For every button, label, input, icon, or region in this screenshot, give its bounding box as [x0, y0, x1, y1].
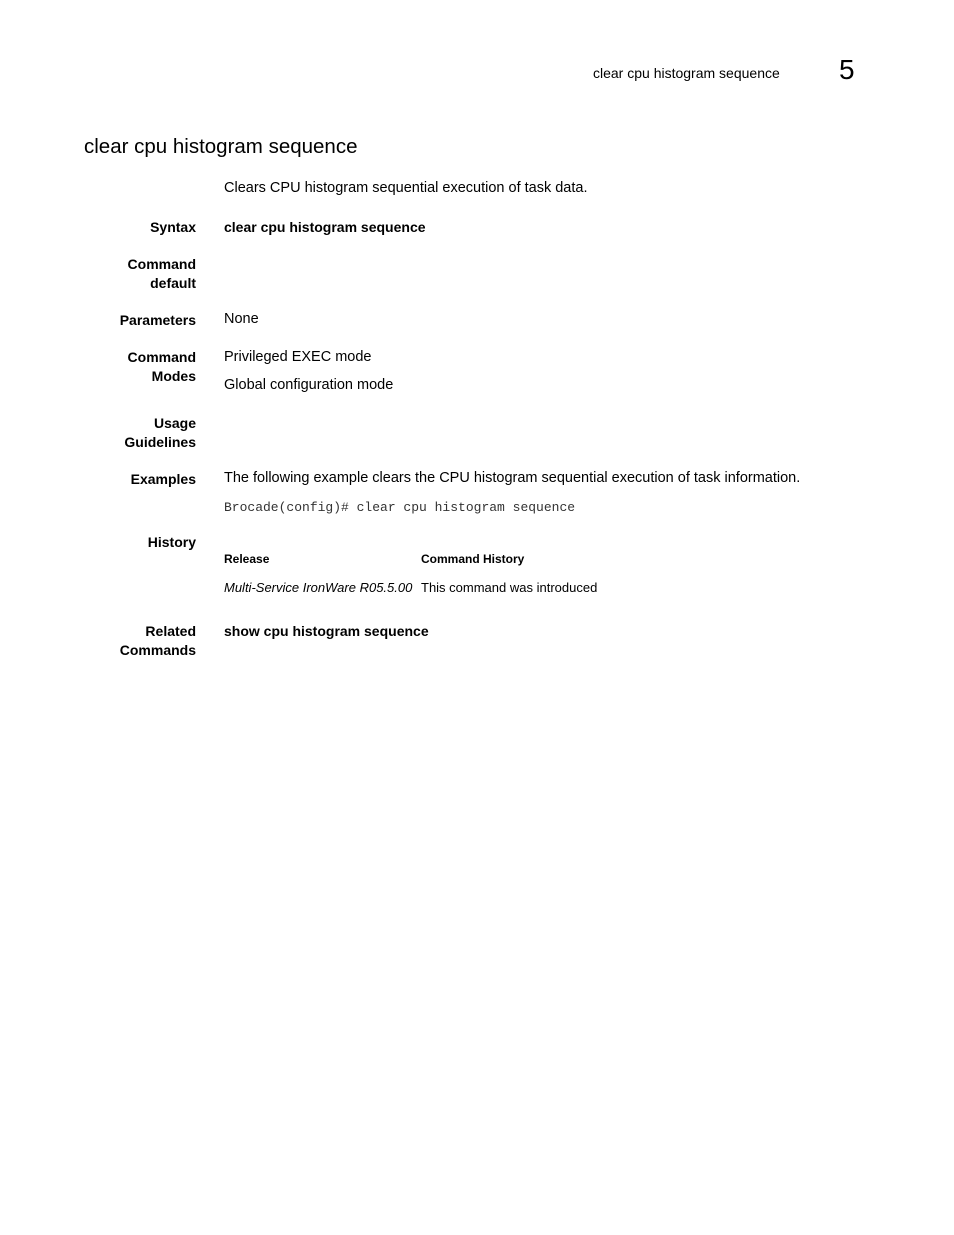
usage-guidelines-label	[124, 414, 196, 452]
parameters-label: Parameters	[119, 312, 196, 328]
command-modes-label-line1: Command	[127, 349, 196, 365]
history-description-cell: This command was introduced	[421, 580, 598, 595]
related-commands-label-line2: Commands	[119, 642, 196, 658]
related-commands-label	[120, 622, 196, 660]
example-code: Brocade(config)# clear cpu histogram sequence	[224, 500, 576, 515]
usage-guidelines-label-line1: Usage	[153, 415, 196, 431]
command-mode-item: Privileged EXEC mode	[224, 349, 372, 365]
examples-label: Examples	[130, 471, 196, 487]
examples-text: The following example clears the CPU histogram sequential execution of task information.	[224, 470, 801, 486]
running-header-title: clear cpu histogram sequence	[593, 65, 780, 81]
history-column-header: Release	[224, 552, 270, 566]
command-default-label-line2: default	[150, 275, 196, 291]
chapter-number: 5	[839, 54, 855, 85]
history-label: History	[147, 534, 196, 550]
command-modes-label-line2: Modes	[151, 368, 196, 384]
page-title: clear cpu histogram sequence	[84, 135, 358, 158]
parameters-value: None	[224, 311, 259, 327]
history-release-cell: Multi-Service IronWare R05.5.00	[224, 580, 413, 595]
syntax-label: Syntax	[150, 219, 196, 235]
command-modes-label	[128, 348, 196, 386]
description: Clears CPU histogram sequential execution of task data.	[224, 180, 588, 196]
command-default-label-line1: Command	[127, 256, 196, 272]
syntax-value: clear cpu histogram sequence	[224, 219, 426, 235]
command-default-label	[128, 255, 196, 293]
command-mode-item: Global configuration mode	[224, 377, 394, 393]
history-column-header: Command History	[421, 552, 525, 566]
usage-guidelines-label-line2: Guidelines	[124, 434, 196, 450]
related-commands-label-line1: Related	[145, 623, 196, 639]
related-command-link[interactable]: show cpu histogram sequence	[224, 623, 429, 639]
